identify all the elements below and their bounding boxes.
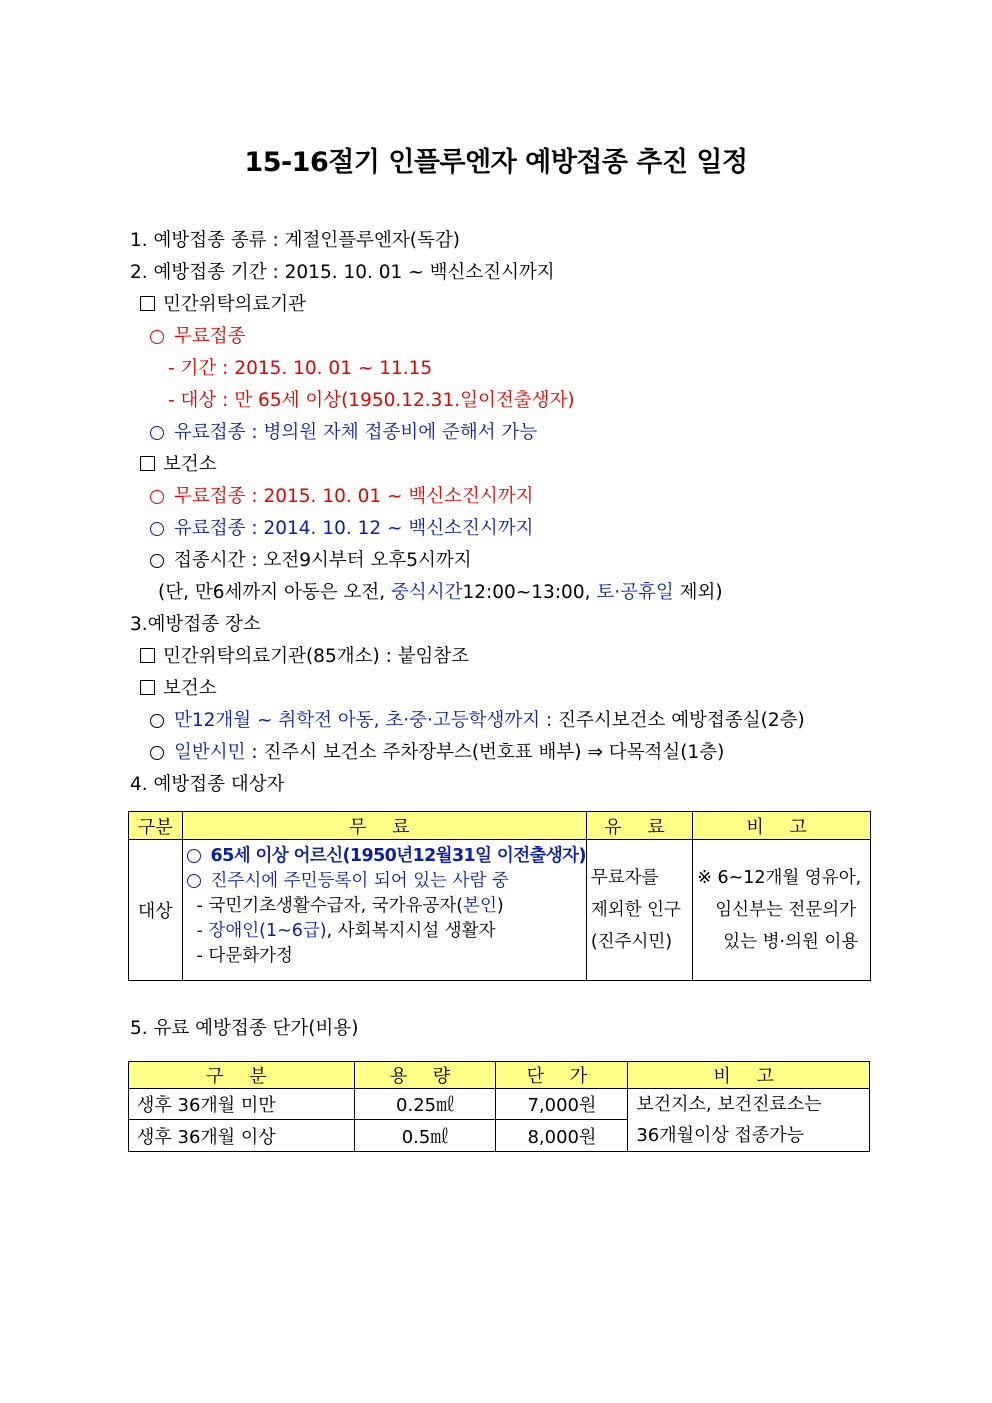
list-item: - 다문화가정 [196, 946, 293, 966]
section-5-price: 5. 유료 예방접종 단가(비용) [130, 1018, 359, 1039]
free-vaccination-heading: 무료접종 [150, 325, 245, 349]
paid-targets-cell: 무료자를 제외한 인구 (진주시민) [586, 840, 692, 981]
place-private-clinics: 민간위탁의료기관(85개소) : 붙임참조 [140, 645, 469, 669]
paid-vaccination-private: 유료접종 : 병의원 자체 접종비에 준해서 가능 [150, 421, 537, 445]
checkbox-square-icon [140, 680, 155, 695]
circle-bullet-icon [150, 554, 164, 568]
private-clinic-heading: 민간위탁의료기관 [140, 293, 306, 317]
circle-bullet-icon [187, 874, 201, 888]
table-header: 단 가 [496, 1062, 628, 1089]
table-header: 비 고 [693, 812, 871, 840]
circle-bullet-icon [150, 490, 164, 504]
table-header: 무 료 [182, 812, 586, 840]
targets-table [128, 811, 871, 981]
circle-bullet-icon [187, 849, 201, 863]
price-table [128, 1061, 870, 1152]
hours-note: (단, 만6세까지 아동은 오전, 중식시간12:00~13:00, 토·공휴일 제외) [158, 582, 723, 603]
row-label: 대상 [129, 840, 183, 981]
table-header: 비 고 [628, 1062, 870, 1089]
list-item: 65세 이상 어르신(1950년12월31일 이전출생자) [187, 844, 586, 869]
place-general-citizens: 일반시민 : 진주시 보건소 주차장부스(번호표 배부) ⇒ 다목적실(1층) [150, 741, 724, 765]
free-period: - 기간 : 2015. 10. 01 ~ 11.15 [168, 358, 433, 379]
list-item: - 국민기초생활수급자, 국가유공자(본인) [196, 896, 504, 916]
health-center-heading: 보건소 [140, 453, 217, 477]
table-row: 생후 36개월 미만 0.25㎖ 7,000원 보건지소, 보건진료소는 36개월이상 접종가능 [129, 1089, 870, 1120]
table-header: 유 료 [586, 812, 692, 840]
page-title: 15-16절기 인플루엔자 예방접종 추진 일정 [244, 147, 748, 178]
free-targets-cell [182, 840, 586, 981]
table-header: 구분 [129, 812, 183, 840]
list-item: - 장애인(1~6급), 사회복지시설 생활자 [196, 921, 496, 941]
circle-bullet-icon [150, 522, 164, 536]
section-4-targets: 4. 예방접종 대상자 [130, 774, 285, 795]
circle-bullet-icon [150, 426, 164, 440]
table-header: 용 량 [354, 1062, 496, 1089]
price-note-cell: 보건지소, 보건진료소는 36개월이상 접종가능 [628, 1089, 870, 1152]
health-free-vaccination: 무료접종 : 2015. 10. 01 ~ 백신소진시까지 [150, 485, 534, 509]
table-row: 생후 36개월 이상 0.5㎖ 8,000원 [129, 1120, 870, 1152]
checkbox-square-icon [140, 456, 155, 471]
health-paid-vaccination: 유료접종 : 2014. 10. 12 ~ 백신소진시까지 [150, 517, 534, 541]
checkbox-square-icon [140, 296, 155, 311]
section-2-period: 2. 예방접종 기간 : 2015. 10. 01 ~ 백신소진시까지 [130, 262, 555, 283]
checkbox-square-icon [140, 648, 155, 663]
list-item: 진주시에 주민등록이 되어 있는 사람 중 [187, 869, 586, 894]
circle-bullet-icon [150, 714, 164, 728]
place-health-center-heading: 보건소 [140, 677, 217, 701]
circle-bullet-icon [150, 330, 164, 344]
section-3-place: 3.예방접종 장소 [130, 614, 261, 635]
circle-bullet-icon [150, 746, 164, 760]
table-header: 구 분 [129, 1062, 355, 1089]
place-children: 만12개월 ~ 취학전 아동, 초·중·고등학생까지 : 진주시보건소 예방접종실(2층) [150, 709, 805, 733]
vaccination-hours: 접종시간 : 오전9시부터 오후5시까지 [150, 549, 472, 573]
free-target: - 대상 : 만 65세 이상(1950.12.31.일이전출생자) [168, 390, 575, 411]
section-1-type: 1. 예방접종 종류 : 계절인플루엔자(독감) [130, 230, 460, 251]
note-cell: ※ 6~12개월 영유아, 임신부는 전문의가 있는 병·의원 이용 [693, 840, 871, 981]
